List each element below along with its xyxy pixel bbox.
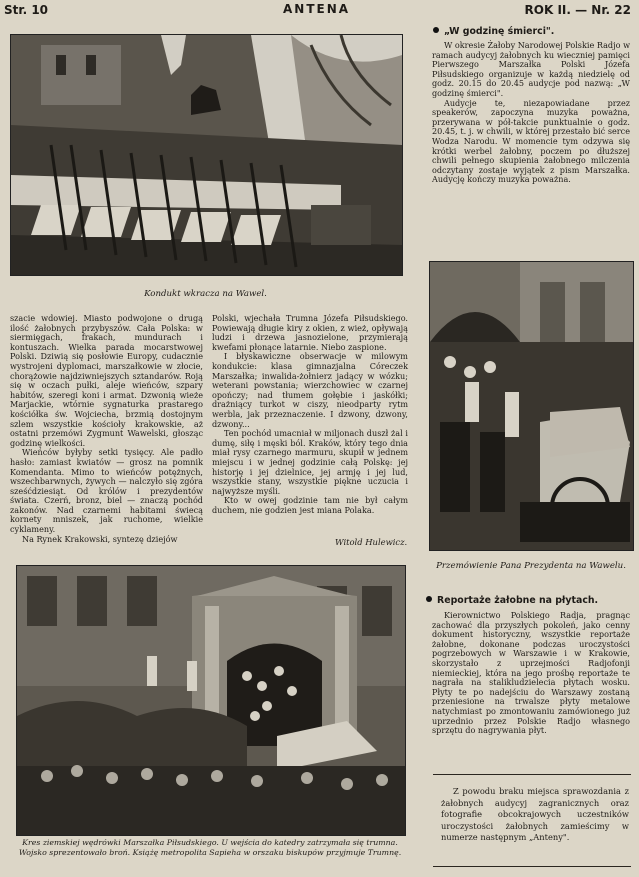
notice-next-issue [441, 786, 629, 844]
bullet-icon [433, 27, 439, 33]
paragraph: W okresie Żałoby Narodowej Polskie Radjo w ramach audycyj żałobnych ku wieczniej pamięci Pierwszego Marszałka Polski Józefa Piłsudskiego organizuje w każdą niedzielę od godz. 20.15 do 20.45 audycje pod nazwą: „W godzinę śmierci". [432, 40, 630, 98]
paragraph: Kierownictwo Polskiego Radja, pragnąc zachować dla przyszłych pokoleń, jako cenny dokument historyczny, wszystkie reportaże żałobne, dokonane podczas uroczystości pogrzebowych w Warszawie i w Krakowie, skorzystało z uprzejmości Radjofonji niemieckiej, która na jego prośbę reportaże te nagrała na stalikludzielecia płytach wosku. Płyty te po nadejściu do Warszawy zostaną przeniesione na trwalsze płyty metalowe natychmiast po zmontowaniu zamówionego już uprzednio przez Polskie Radjo własnego sprzętu do nagrywania płyt. [432, 610, 630, 736]
article-main-col1 [10, 314, 203, 544]
photo-cortege-wawel [10, 34, 403, 276]
page-number: Str. 10 [4, 3, 49, 17]
heading-text: Reportaże żałobne na płytach. [437, 595, 599, 606]
caption-top-photo: Kondukt wkracza na Wawel. [144, 289, 267, 299]
paragraph: Polski, wjechała Trumna Józefa Piłsudskiego. Powiewają długie kiry z okien, z wież, opływają ludzi i drzewa jasnozielone, przymierają kwefami płonące latarnie. Niebo zaspione. [212, 313, 408, 352]
paragraph: Wieńców byłyby setki tysięcy. Ale padło hasło: zamiast kwiatów — grosz na pomnik Komendanta. Mimo to wieńców potężnych, wszechbarwnych, żywych — nalczyło się zgóra sześćdziesiąt. Od królów i prezydentów świata. Czerń, bronz, biel — znaczą pochód zakonów. Nad czarnemi habitami świecą kornety mniszek, jak ruchome, wielkie cyklameny. [10, 447, 203, 535]
article-reportaze-body [432, 611, 630, 736]
divider [433, 866, 631, 867]
paragraph: Ten pochód umacniał w miljonach duszł żal i dumę, siłę i męski ból. Kraków, który tego dnia miał rysy czarnego marmuru, skupił w jednem miejscu i w jednej godzinie całą Polskę: jej historję i jej dzielnice, jej armję i jej lud, wszystkie stany, wszystkie piękne uczucia i najwyższe myśli. [212, 428, 408, 496]
heading-godzina [433, 26, 554, 37]
caption-bottom-photo: Kres ziemskiej wędrówki Marszałka Piłsudskiego. U wejścia do katedry zatrzymała się trumna. Wojsko sprezentowało broń. Książę metropolita Sapieha w orszaku biskupów przyjmuje Trumnę. [18, 838, 402, 857]
photo-president-speech [429, 261, 634, 551]
photo-cathedral-entrance [16, 565, 406, 836]
magazine-title: ANTENA [283, 2, 351, 16]
article-main-col2 [212, 314, 408, 515]
caption-right-photo: Przemówienie Pana Prezydenta na Wawelu. [436, 561, 626, 571]
paragraph: Na Rynek Krakowski, syntezę dziejów [22, 533, 178, 544]
author-signature: Witold Hulewicz. [335, 537, 408, 547]
issue-number: ROK II. — Nr. 22 [524, 3, 631, 17]
paragraph: Audycje te, niezapowiadane przez speakerów, zapoczyna muzyka poważna, przerywana w pół-takcie punktualnie o godz. 20.45, t. j. w chwili, w której przestało bić serce Wodza Narodu. W momencie tym odzywa się krótki werbel żałobny, poczem po dłuższej chwili pełnego skupienia żałobnego milczenia odczytany zostaje wyjątek z pism Marszałka. Audycję kończy muzyka poważna. [432, 97, 630, 185]
paragraph: szacie wdowiej. Miasto podwojone o drugą ilość żałobnych przybyszów. Cała Polska: w siermięgach, frakach, mundurach i kontuszach. Wielka parada mocarstwowej Polski. Dziwią się posłowie Europy, cudacznie wystrojeni dyplomaci, marszałkowie w złocie, chorążowie najdziwniejszych sztandarów. Roją się w oczach pułki, aleje wieńców, szpary habitów, szeregi koni i armat. Dzwonią wieże Marjackie, wtórnie sygnaturka prastarego kościółka św. Wojciecha, brzmią dostojnym szlem wszystkie kościoły krakowskie, aż ostatni przemówi Zygmunt Wawelski, głosząc godzinę wielkości. [10, 313, 203, 448]
divider [433, 774, 631, 775]
paragraph: Kto w owej godzinie tam nie był całym duchem, nie godzien jest miana Polaka. [212, 495, 408, 515]
paragraph: I błyskawiczne obserwacje w milowym kondukcie: klasa gimnazjalna Córeczek Marszałka; inwalida-żołnierz jadący w wózku; weterani powstania; wierzchowiec w czarnej opończy; nad tłumem gołębie i jaskółki; drażniący turkot w ciszy, nieodparty rytm werbla, jak przeznaczenie. I dzwony, dzwony, dzwony... [212, 351, 408, 429]
article-godzina-body [432, 41, 630, 185]
bullet-icon [426, 596, 432, 602]
heading-reportaze [426, 595, 598, 606]
heading-text: „W godzinę śmierci". [444, 26, 555, 37]
page-header [0, 0, 639, 18]
notice-text: Z powodu braku miejsca sprawozdania z żałobnych audycyj zagranicznych oraz fotografie obcokrajowych uczestników uroczystości żałobnych zamieścimy w numerze następnym „Anteny". [441, 786, 629, 842]
